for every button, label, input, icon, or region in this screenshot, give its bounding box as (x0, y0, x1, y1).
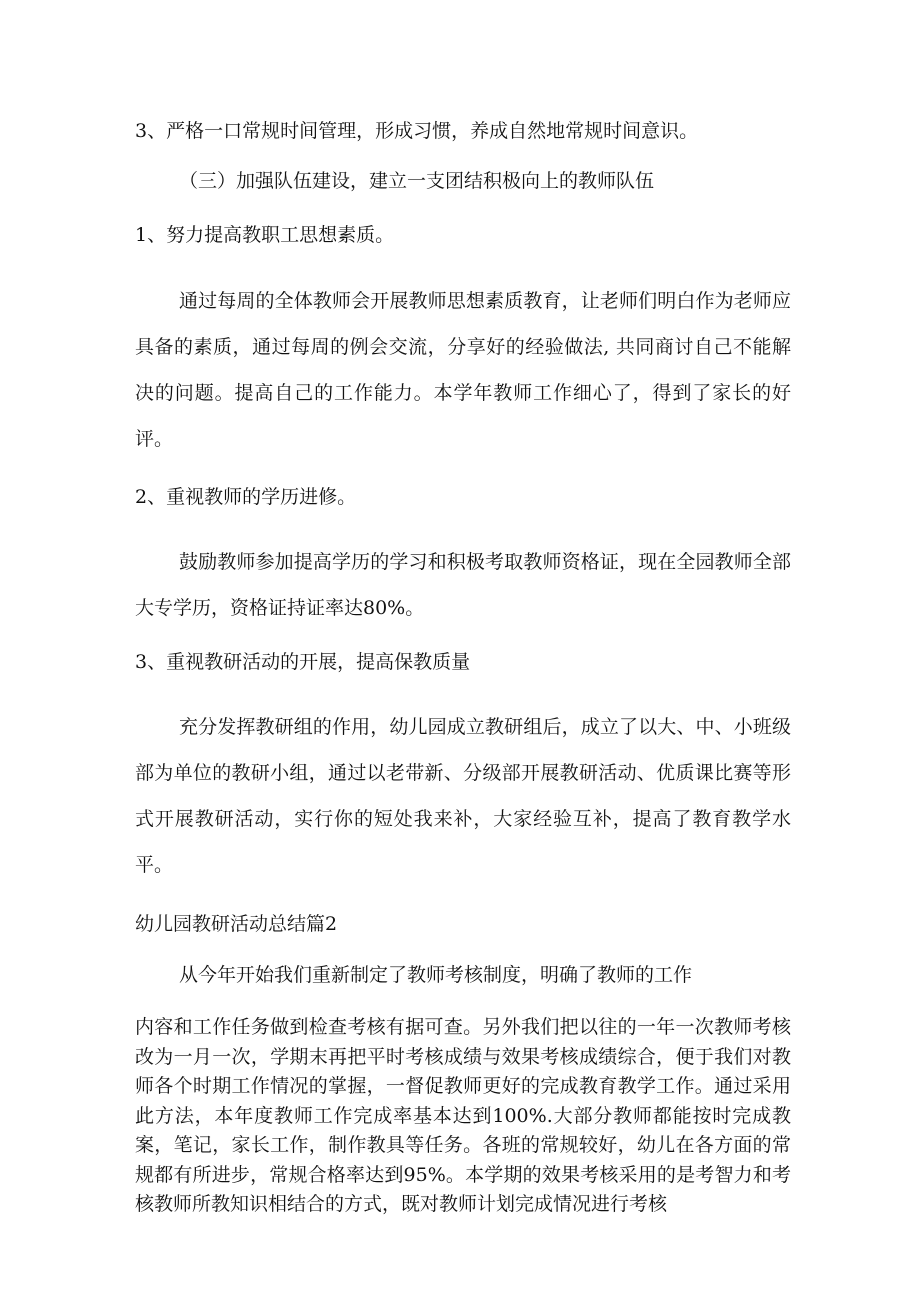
article-2-intro: 从今年开始我们重新制定了教师考核制度，明确了教师的工作 (179, 964, 693, 986)
item-1-heading: 1、努力提高教职工思想素质。 (135, 224, 395, 246)
section-three-heading: （三）加强队伍建设，建立一支团结积极向上的教师队伍 (179, 170, 655, 192)
item-3-time-management: 3、严格一口常规时间管理，形成习惯，养成自然地常规时间意识。 (135, 120, 699, 142)
item-1-body: 通过每周的全体教师会开展教师思想素质教育，让老师们明白作为老师应具备的素质，通过每周的例会交流，分享好的经验做法, 共同商讨自己不能解决的问题。提高自己的工作能力。本学年教师工作细心了，得到了家长的好评。 (135, 290, 791, 450)
item-2-heading: 2、重视教师的学历进修。 (135, 486, 357, 508)
item-3-heading: 3、重视教研活动的开展，提高保教质量 (135, 651, 471, 673)
item-3-body: 充分发挥教研组的作用，幼儿园成立教研组后，成立了以大、中、小班级部为单位的教研小组，通过以老带新、分级部开展教研活动、优质课比赛等形式开展教研活动，实行你的短处我来补，大家经验互补，提高了教育教学水平。 (135, 716, 791, 876)
article-2-title: 幼儿园教研活动总结篇2 (135, 913, 338, 935)
article-2-body: 内容和工作任务做到检查考核有据可查。另外我们把以往的一年一次教师考核改为一月一次，学期末再把平时考核成绩与效果考核成绩综合，便于我们对教师各个时期工作情况的掌握，一督促教师更好的完成教育教学工作。通过采用此方法，本年度教师工作完成率基本达到100%.大部分教师都能按时完成教案，笔记，家长工作，制作教具等任务。各班的常规较好，幼儿在各方面的常规都有所进步，常规合格率达到95%。本学期的效果考核采用的是考智力和考核教师所教知识相结合的方式，既对教师计划完成情况进行考核 (135, 1016, 791, 1215)
item-2-body: 鼓励教师参加提高学历的学习和积极考取教师资格证，现在全园教师全部大专学历，资格证持证率达80%。 (135, 551, 791, 619)
